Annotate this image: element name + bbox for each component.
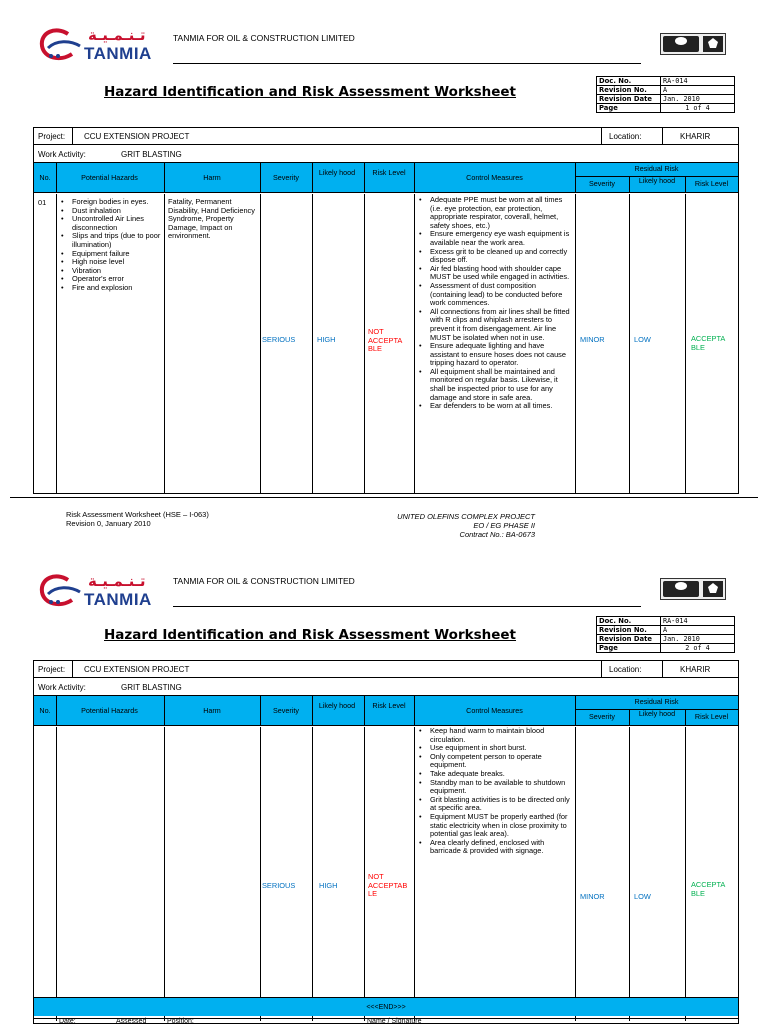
residual-severity-value: MINOR <box>580 892 605 901</box>
hazard-item: • High noise level <box>58 258 162 267</box>
work-activity-row <box>34 679 738 696</box>
control-measure-item: • Use equipment in short burst. <box>416 744 573 753</box>
hazard-item: • Vibration <box>58 267 162 276</box>
revision-label: Revision No. <box>597 626 661 635</box>
sign-assessed-label: Assessed <box>116 1018 147 1024</box>
revision-value: A <box>661 626 735 635</box>
revision-date-label: Revision Date <box>597 95 661 104</box>
footer-right <box>380 512 535 539</box>
logo-english-text: TANMIA <box>84 590 152 609</box>
residual-likelyhood-value: LOW <box>634 335 651 344</box>
col-likelyhood: Likely hood <box>318 701 356 710</box>
company-name: TANMIA FOR OIL & CONSTRUCTION LIMITED <box>173 33 355 43</box>
project-value: CCU EXTENSION PROJECT <box>84 665 190 674</box>
end-marker-bar: <<<END>>> <box>34 997 738 1016</box>
footer-phase: EO / EG PHASE II <box>473 521 535 530</box>
col-harm: Harm <box>203 706 221 715</box>
tanmia-logo <box>38 26 158 66</box>
control-measure-item: • All connections from air lines shall be fitted with R clips and whiplash arresters to prevent it from disengagement. Air line MUST be isolated when not in use. <box>416 308 573 342</box>
logo-arabic-text: تـنـمـيـة <box>88 26 146 44</box>
activity-label: Work Activity: <box>38 150 86 159</box>
col-res-likelyhood: Likely hood <box>638 709 676 718</box>
table-header <box>34 163 738 193</box>
doc-info-table <box>596 76 735 113</box>
activity-value: GRIT BLASTING <box>121 683 182 692</box>
certification-logos <box>660 33 726 55</box>
revision-value: A <box>661 86 735 95</box>
project-row <box>34 128 738 145</box>
col-residual-risk: Residual Risk <box>634 164 679 173</box>
footer-form-ref: Risk Assessment Worksheet (HSE – I-063) <box>66 510 209 519</box>
control-measures-list <box>416 727 573 856</box>
document-title: Hazard Identification and Risk Assessment Worksheet <box>104 627 517 643</box>
col-risk-level: Risk Level <box>372 168 406 177</box>
logo-swoosh-icon <box>38 26 84 66</box>
doc-no-value: RA-014 <box>661 77 735 86</box>
harm-text: Fatality, Permanent Disability, Hand Deficiency Syndrome, Property Damage, Impact on environment. <box>168 197 255 241</box>
revision-label: Revision No. <box>597 86 661 95</box>
control-measure-item: • Take adequate breaks. <box>416 770 573 779</box>
control-measure-item: • Standby man to be available to shutdown equipment. <box>416 779 573 796</box>
footer-left <box>66 510 209 528</box>
page-label: Page <box>597 644 661 653</box>
header-divider <box>173 606 641 607</box>
hazard-item: • Fire and explosion <box>58 284 162 293</box>
table-row <box>34 727 738 1021</box>
table-header <box>34 696 738 726</box>
worksheet-table <box>33 660 739 1024</box>
residual-risk-value: ACCEPTA BLE <box>691 334 725 352</box>
document-title: Hazard Identification and Risk Assessment Worksheet <box>104 84 517 100</box>
location-value: KHARIR <box>680 132 711 141</box>
control-measure-item: • Ensure emergency eye wash equipment is available near the work area. <box>416 230 573 247</box>
location-label: Location: <box>609 665 642 674</box>
doc-info-table <box>596 616 735 653</box>
severity-value: SERIOUS <box>262 881 296 890</box>
risk-level-value: NOT ACCEPTA BLE <box>368 327 402 354</box>
control-measure-item: • Grit blasting activities is to be directed only at specific area. <box>416 796 573 813</box>
activity-label: Work Activity: <box>38 683 86 692</box>
certification-logos <box>660 578 726 600</box>
col-hazards: Potential Hazards <box>81 173 138 182</box>
worksheet-table <box>33 127 739 494</box>
revision-date-value: Jan. 2010 <box>661 635 735 644</box>
revision-date-value: Jan. 2010 <box>661 95 735 104</box>
logo-arabic-text: تـنـمـيـة <box>88 572 146 590</box>
control-measure-item: • Area clearly defined, enclosed with barricade & provided with signage. <box>416 839 573 856</box>
footer-revision: Revision 0, January 2010 <box>66 519 151 528</box>
col-no: No. <box>39 706 51 715</box>
page-number: 1 of 4 <box>661 104 735 113</box>
hazard-item: • Operator's error <box>58 275 162 284</box>
crest-icon <box>703 36 723 52</box>
project-label: Project: <box>38 132 66 141</box>
col-res-risk-level: Risk Level <box>694 712 729 721</box>
col-control-measures: Control Measures <box>466 173 523 182</box>
likelyhood-value: HIGH <box>317 335 336 344</box>
location-value: KHARIR <box>680 665 711 674</box>
work-activity-row <box>34 146 738 163</box>
project-label: Project: <box>38 665 66 674</box>
company-name: TANMIA FOR OIL & CONSTRUCTION LIMITED <box>173 576 355 586</box>
header-divider <box>173 63 641 64</box>
page-number: 2 of 4 <box>661 644 735 653</box>
control-measure-item: • Equipment MUST be properly earthed (for static electricity when in close proximity to potential gas leak area). <box>416 813 573 839</box>
footer-contract: Contract No.: BA-0673 <box>459 530 535 539</box>
table-row <box>34 194 738 494</box>
col-res-severity: Severity <box>589 179 615 188</box>
hazard-item: • Foreign bodies in eyes. <box>58 198 162 207</box>
certification-badge-icon <box>663 36 699 52</box>
severity-value: SERIOUS <box>262 335 296 344</box>
sign-name-label: Name / Signature <box>367 1018 422 1024</box>
crest-icon <box>703 581 723 597</box>
footer-divider <box>10 497 758 498</box>
doc-no-label: Doc. No. <box>597 77 661 86</box>
sign-position-label: Position: <box>167 1018 194 1024</box>
footer-project: UNITED OLEFINS COMPLEX PROJECT <box>397 512 535 521</box>
risk-level-value: NOT ACCEPTAB LE <box>368 872 408 899</box>
doc-no-value: RA-014 <box>661 617 735 626</box>
revision-date-label: Revision Date <box>597 635 661 644</box>
control-measure-item: • Only competent person to operate equipment. <box>416 753 573 770</box>
logo-swoosh-icon <box>38 572 84 612</box>
col-residual-risk: Residual Risk <box>634 697 679 706</box>
control-measure-item: • All equipment shall be maintained and monitored on regular basis. Likewise, it shall be inspected prior to use for any damage and store in safe area. <box>416 368 573 402</box>
col-no: No. <box>39 173 51 182</box>
col-control-measures: Control Measures <box>466 706 523 715</box>
control-measure-item: • Excess grit to be cleaned up and correctly dispose off. <box>416 248 573 265</box>
hazard-item: • Dust inhalation <box>58 207 162 216</box>
hazards-list <box>58 198 162 293</box>
residual-severity-value: MINOR <box>580 335 605 344</box>
logo-english-text: TANMIA <box>84 44 152 63</box>
residual-risk-value: ACCEPTA BLE <box>691 880 725 898</box>
worksheet-page-2 <box>0 560 768 1024</box>
col-severity: Severity <box>273 706 299 715</box>
control-measure-item: • Keep hand warm to maintain blood circulation. <box>416 727 573 744</box>
col-severity: Severity <box>273 173 299 182</box>
col-harm: Harm <box>203 173 221 182</box>
col-res-severity: Severity <box>589 712 615 721</box>
col-hazards: Potential Hazards <box>81 706 138 715</box>
control-measure-item: • Adequate PPE must be worn at all times (i.e. eye protection, ear protection, appropriate respirator, coverall, helmet, safety shoes, etc.) <box>416 196 573 230</box>
activity-value: GRIT BLASTING <box>121 150 182 159</box>
project-value: CCU EXTENSION PROJECT <box>84 132 190 141</box>
control-measures-list <box>416 196 573 411</box>
project-row <box>34 661 738 678</box>
sign-off-row <box>33 1018 739 1024</box>
sign-date-label: Date: <box>59 1018 76 1024</box>
likelyhood-value: HIGH <box>319 881 338 890</box>
page-label: Page <box>597 104 661 113</box>
control-measure-item: • Air fed blasting hood with shoulder cape MUST be used while engaged in activities. <box>416 265 573 282</box>
residual-likelyhood-value: LOW <box>634 892 651 901</box>
hazard-item: • Equipment failure <box>58 250 162 259</box>
hazard-item: • Uncontrolled Air Lines disconnection <box>58 215 162 232</box>
col-res-likelyhood: Likely hood <box>638 176 676 185</box>
tanmia-logo <box>38 572 158 612</box>
control-measure-item: • Assessment of dust composition (containing lead) to be conducted before work commences. <box>416 282 573 308</box>
col-risk-level: Risk Level <box>372 701 406 710</box>
control-measure-item: • Ear defenders to be worn at all times. <box>416 402 573 411</box>
certification-badge-icon <box>663 581 699 597</box>
hazard-item: • Slips and trips (due to poor illumination) <box>58 232 162 249</box>
col-res-risk-level: Risk Level <box>694 179 729 188</box>
row-number: 01 <box>38 198 47 207</box>
doc-no-label: Doc. No. <box>597 617 661 626</box>
control-measure-item: • Ensure adequate lighting and have assistant to ensure hoses does not cause tripping hazard to operator. <box>416 342 573 368</box>
col-likelyhood: Likely hood <box>318 168 356 177</box>
location-label: Location: <box>609 132 642 141</box>
